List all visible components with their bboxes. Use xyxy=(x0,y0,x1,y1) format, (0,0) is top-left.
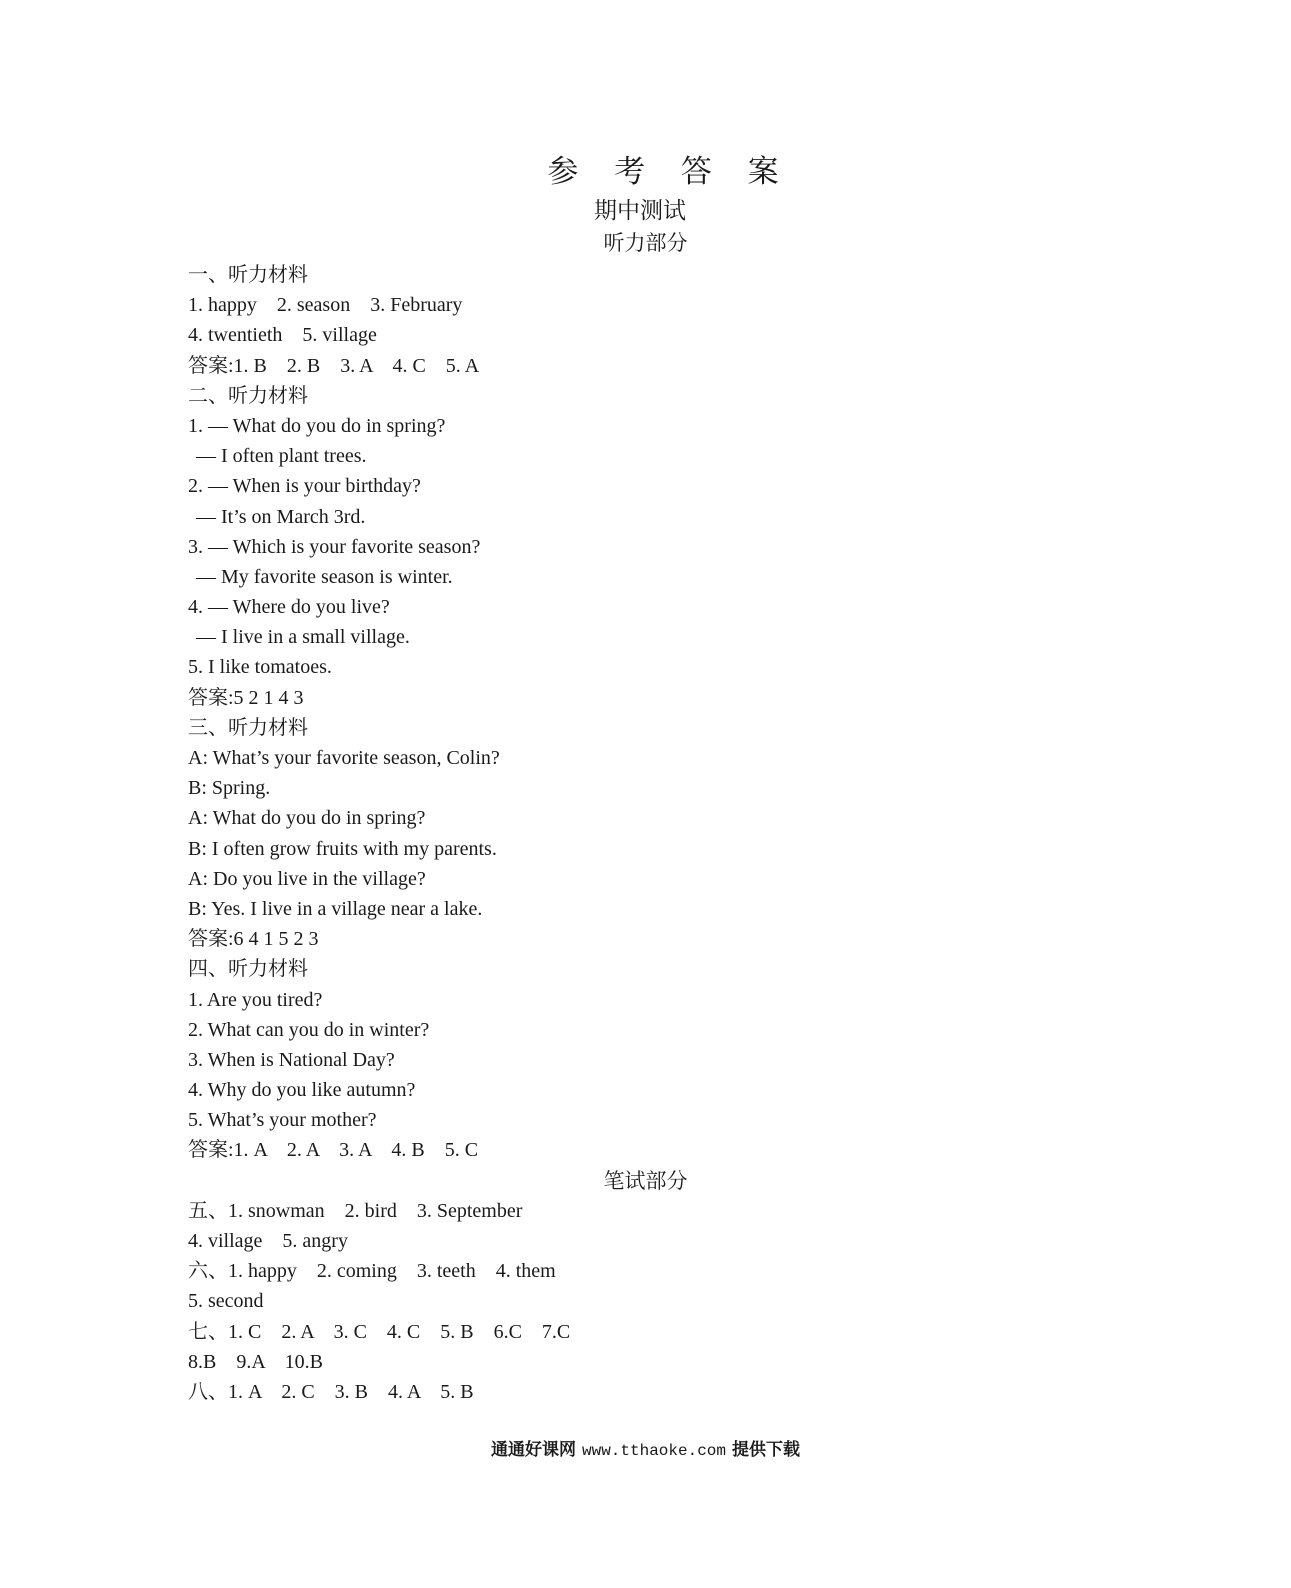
answer-line: A: What’s your favorite season, Colin? xyxy=(188,747,500,769)
answer-line: 5. second xyxy=(188,1290,264,1313)
footer-site-name: 通通好课网 xyxy=(490,1440,576,1460)
answer-line: B: Yes. I live in a village near a lake. xyxy=(188,897,483,920)
answer-line: A: Do you live in the village? xyxy=(188,867,426,890)
answer-line: 1. happy 2. season 3. February xyxy=(188,294,463,317)
answer-line: 5. I like tomatoes. xyxy=(188,656,332,679)
listening-section-heading: 听力部分 xyxy=(603,231,688,255)
answer-line: 三、听力材料 xyxy=(188,716,308,739)
answer-line: 答案:5 2 1 4 3 xyxy=(188,686,304,709)
answer-line: B: I often grow fruits with my parents. xyxy=(188,837,497,860)
footer-watermark xyxy=(0,1436,1291,1465)
answer-line: 答案:1. A 2. A 3. A 4. B 5. C xyxy=(188,1139,479,1162)
answer-line: — It’s on March 3rd. xyxy=(196,505,366,528)
writing-section-heading: 笔试部分 xyxy=(603,1169,688,1193)
answer-line: 四、听力材料 xyxy=(188,958,308,981)
answer-line: 2. What can you do in winter? xyxy=(188,1018,430,1041)
answer-line: 4. — Where do you live? xyxy=(188,596,390,619)
answer-line: 八、1. A 2. C 3. B 4. A 5. B xyxy=(188,1380,474,1403)
answer-line: 3. When is National Day? xyxy=(188,1048,395,1071)
exam-subtitle: 期中测试 xyxy=(594,198,686,223)
answer-line: 二、听力材料 xyxy=(188,384,308,407)
answer-line: — I live in a small village. xyxy=(196,626,410,649)
footer-suffix: 提供下载 xyxy=(732,1440,801,1460)
answer-body xyxy=(188,260,1088,1407)
listening-answers xyxy=(188,260,1088,1166)
footer-url: www.tthaoke.com xyxy=(581,1442,727,1460)
answer-line: 3. — Which is your favorite season? xyxy=(188,535,481,558)
answer-line: 4. twentieth 5. village xyxy=(188,324,377,347)
answer-line: B: Spring. xyxy=(188,777,271,800)
writing-answers xyxy=(188,1196,1088,1407)
answer-line: 七、1. C 2. A 3. C 4. C 5. B 6.C 7.C xyxy=(188,1320,571,1343)
answer-line: — My favorite season is winter. xyxy=(196,565,453,588)
answer-line: 4. Why do you like autumn? xyxy=(188,1079,416,1102)
answer-line: — I often plant trees. xyxy=(196,445,367,468)
answer-line: 一、听力材料 xyxy=(188,264,308,286)
answer-line: 5. What’s your mother? xyxy=(188,1109,377,1132)
answer-line: 1. — What do you do in spring? xyxy=(188,414,446,437)
answer-line: 五、1. snowman 2. bird 3. September xyxy=(188,1199,523,1222)
answer-line: 4. village 5. angry xyxy=(188,1230,348,1252)
page-title: 参 考 答 案 xyxy=(547,154,793,189)
answer-line: 答案:1. B 2. B 3. A 4. C 5. A xyxy=(188,354,480,377)
answer-line: 8.B 9.A 10.B xyxy=(188,1350,324,1373)
answer-line: 答案:6 4 1 5 2 3 xyxy=(188,928,319,951)
answer-line: 六、1. happy 2. coming 3. teeth 4. them xyxy=(188,1260,556,1283)
answer-line: 2. — When is your birthday? xyxy=(188,475,421,498)
answer-line: 1. Are you tired? xyxy=(188,988,323,1011)
answer-line: A: What do you do in spring? xyxy=(188,807,426,830)
